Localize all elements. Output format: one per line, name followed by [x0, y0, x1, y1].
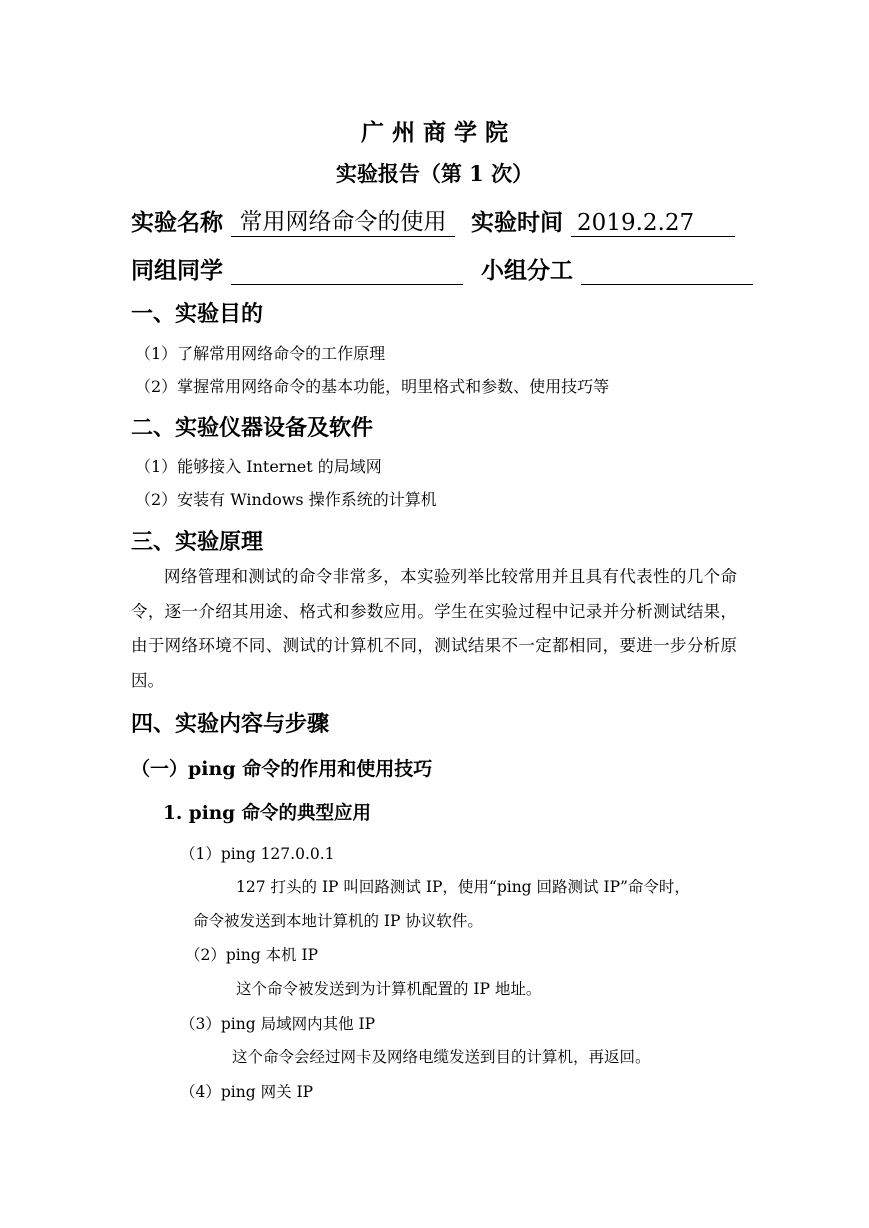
school-name — [0, 114, 869, 147]
section2-heading: 二、实验仪器设备及软件 — [131, 415, 374, 441]
section1-item: （2）掌握常用网络命令的基本功能，明里格式和参数、使用技巧等 — [135, 377, 610, 396]
subsubsection-ping-typical-heading: 1. ping 命令的典型应用 — [163, 803, 372, 824]
section3-heading: 三、实验原理 — [131, 529, 264, 555]
school-name-text: 广 州 商 学 院 — [360, 119, 509, 146]
group-members-label: 同组同学 — [131, 257, 223, 284]
group-division-field[interactable] — [581, 258, 753, 285]
experiment-name-label: 实验名称 — [131, 209, 223, 236]
section2-item: （2）安装有 Windows 操作系统的计算机 — [135, 490, 437, 509]
experiment-info-row — [131, 203, 735, 237]
section1-item: （1）了解常用网络命令的工作原理 — [135, 344, 386, 363]
step-desc: 127 打头的 IP 叫回路测试 IP，使用“ping 回路测试 IP”命令时， — [236, 878, 690, 896]
experiment-time-value: 2019.2.27 — [577, 210, 695, 236]
section2-item: （1）能够接入 Internet 的局域网 — [135, 457, 382, 476]
subsection-ping-heading: （一）ping 命令的作用和使用技巧 — [131, 758, 433, 780]
step-label: （4）ping 网关 IP — [180, 1083, 314, 1101]
section1-heading: 一、实验目的 — [131, 301, 264, 327]
experiment-time-label: 实验时间 — [471, 209, 564, 236]
section3-paragraph: 网络管理和测试的命令非常多，本实验列举比较常用并且具有代表性的几个命令，逐一介绍其用途、格式和参数应用。学生在实验过程中记录并分析测试结果，由于网络环境不同、测试的计算机不同，测试结果不一定都相同，要进一步分析原因。 — [131, 567, 737, 690]
step-label: （2）ping 本机 IP — [185, 946, 319, 964]
step-label: （1）ping 127.0.0.1 — [180, 845, 335, 863]
group-members-field[interactable] — [231, 258, 463, 285]
step-desc: 这个命令会经过网卡及网络电缆发送到目的计算机，再返回。 — [232, 1048, 651, 1066]
step-desc: 这个命令被发送到为计算机配置的 IP 地址。 — [236, 980, 542, 998]
step-desc: 命令被发送到本地计算机的 IP 协议软件。 — [193, 912, 483, 930]
experiment-name-field[interactable] — [231, 203, 455, 237]
step-label: （3）ping 局域网内其他 IP — [180, 1015, 376, 1033]
section4-heading: 四、实验内容与步骤 — [131, 711, 330, 737]
report-title: 实验报告（第 1 次） — [335, 161, 534, 186]
experiment-name-value: 常用网络命令的使用 — [239, 209, 447, 235]
experiment-time-field[interactable] — [571, 210, 735, 237]
group-division-label: 小组分工 — [481, 257, 574, 284]
group-info-row — [131, 252, 753, 285]
